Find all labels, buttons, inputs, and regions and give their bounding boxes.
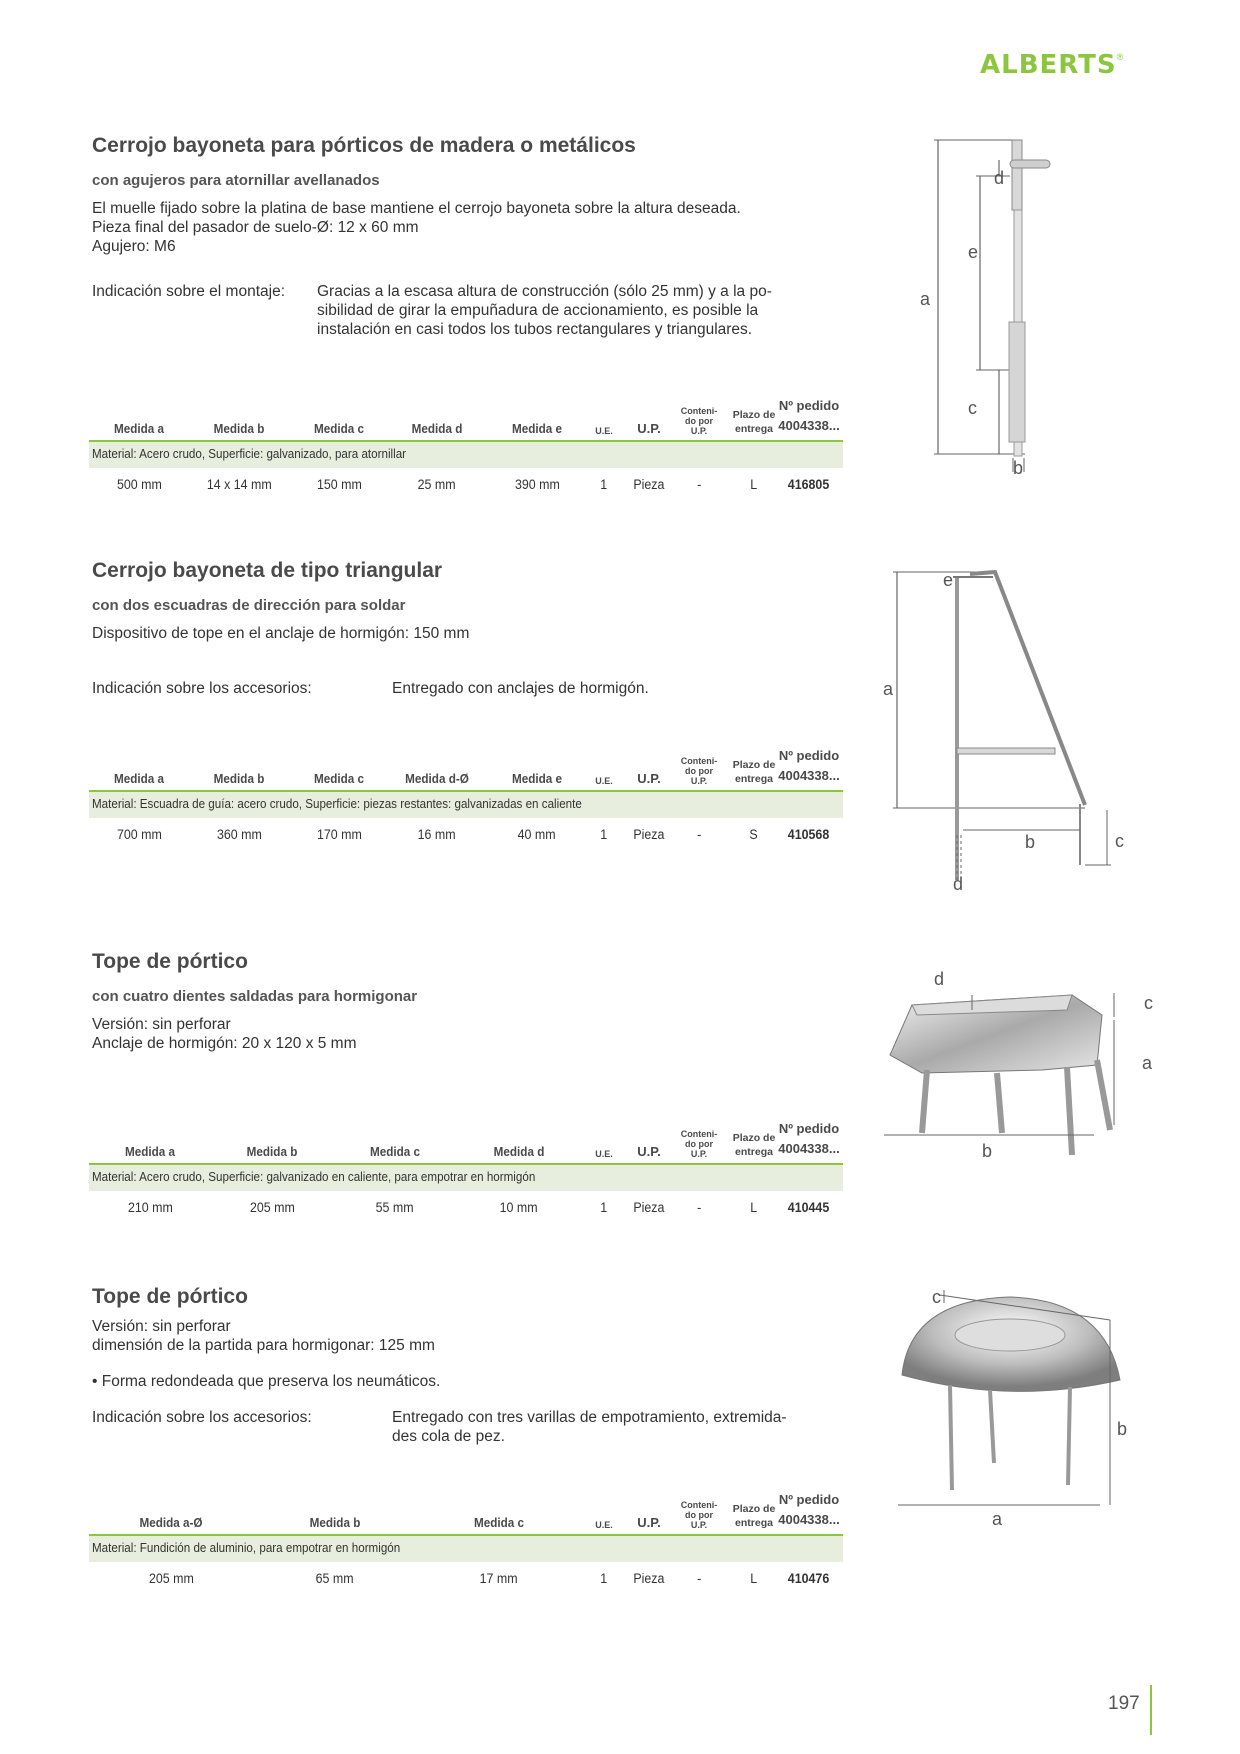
cell-medida-b bbox=[189, 477, 289, 492]
product-image-3 bbox=[862, 955, 1152, 1165]
header-contenido-line: Conteni- bbox=[680, 1500, 718, 1510]
material-row bbox=[89, 1165, 843, 1191]
cell-medida-e bbox=[487, 827, 587, 842]
table-header bbox=[89, 742, 843, 792]
cell-text: 170 mm bbox=[316, 827, 362, 842]
dimension-label: e bbox=[968, 242, 979, 262]
cell-pedido bbox=[769, 1200, 849, 1215]
product-subtitle: con dos escuadras de dirección para soldar bbox=[92, 597, 406, 614]
header-medida-a: Medida a bbox=[124, 1144, 176, 1159]
header-medida-d: Medida d-Ø bbox=[405, 771, 469, 786]
header-ue: U.E. bbox=[595, 776, 613, 786]
cell-text: L bbox=[750, 1200, 758, 1215]
product-table-4 bbox=[89, 1486, 843, 1594]
brand-logo bbox=[980, 50, 1160, 80]
product-section-3 bbox=[92, 950, 842, 1053]
dimension-label: a bbox=[883, 679, 894, 699]
cell-medida-d bbox=[387, 827, 487, 842]
dimension-label: c bbox=[968, 398, 977, 418]
cell-text: 55 mm bbox=[376, 1200, 414, 1215]
dimension-label: a bbox=[992, 1509, 1003, 1529]
material-row bbox=[89, 792, 843, 818]
header-pedido bbox=[769, 1119, 849, 1159]
dimension-label: a bbox=[920, 289, 931, 309]
page-number: 197 bbox=[1108, 1693, 1140, 1714]
dimension-label: c bbox=[1144, 993, 1153, 1013]
header-medida-a: Medida a bbox=[113, 771, 165, 786]
header-contenido-line: do por bbox=[685, 1139, 713, 1149]
product-section-1 bbox=[92, 134, 842, 339]
dimension-label: d bbox=[994, 168, 1005, 188]
cell-text: 210 mm bbox=[127, 1200, 173, 1215]
header-contenido-line: Conteni- bbox=[680, 1129, 718, 1139]
material-row bbox=[89, 442, 843, 468]
header-medida-d: Medida d bbox=[493, 1144, 545, 1159]
product-title: Cerrojo bayoneta de tipo triangular bbox=[92, 559, 443, 582]
cell-medida-a bbox=[89, 827, 189, 842]
cell-medida-e bbox=[487, 477, 587, 492]
cell-medida-a bbox=[89, 1571, 253, 1586]
material-text: Material: Escuadra de guía: acero crudo, Superficie: piezas restantes: galvanizadas en caliente bbox=[92, 797, 582, 811]
dimension-label: b bbox=[982, 1141, 993, 1161]
header-pedido-line: 4004338... bbox=[778, 1141, 840, 1156]
note-text-line: Entregado con anclajes de hormigón. bbox=[392, 680, 649, 697]
note-label: Indicación sobre el montaje: bbox=[92, 283, 286, 300]
product-description-line: El muelle fijado sobre la platina de base mantiene el cerrojo bayoneta sobre la altura deseada. bbox=[92, 200, 741, 217]
cell-medida-d bbox=[457, 1200, 581, 1215]
cell-medida-c bbox=[289, 827, 389, 842]
gate-stop-four-teeth-illustration bbox=[862, 955, 1152, 1165]
table-header bbox=[89, 392, 843, 442]
cell-text: S bbox=[749, 827, 759, 842]
dimension-label: e bbox=[943, 570, 954, 590]
cell-medida-c bbox=[333, 1200, 457, 1215]
cell-medida-d bbox=[387, 477, 487, 492]
cell-medida-c bbox=[289, 477, 389, 492]
header-plazo-line: Plazo de bbox=[732, 409, 776, 421]
cell-text: 205 mm bbox=[249, 1200, 295, 1215]
product-image-2 bbox=[875, 560, 1145, 894]
header-plazo-line: entrega bbox=[735, 1517, 773, 1529]
product-table-3 bbox=[89, 1115, 843, 1223]
header-up: U.P. bbox=[637, 771, 661, 786]
product-subtitle: con agujeros para atornillar avellanados bbox=[92, 172, 380, 189]
product-subtitle: con cuatro dientes saldadas para hormigonar bbox=[92, 988, 418, 1005]
cell-text: 205 mm bbox=[148, 1571, 194, 1586]
note-text bbox=[392, 679, 842, 698]
header-plazo-line: Plazo de bbox=[732, 1132, 776, 1144]
header-medida-b: Medida b bbox=[213, 421, 265, 436]
page-number-divider bbox=[1150, 1685, 1152, 1735]
cell-medida-a bbox=[89, 477, 189, 492]
note-text-line: des cola de pez. bbox=[392, 1428, 505, 1445]
header-pedido-line: 4004338... bbox=[778, 768, 840, 783]
header-medida-e: Medida e bbox=[511, 771, 563, 786]
cell-text: 360 mm bbox=[216, 827, 262, 842]
note-text-line: sibilidad de girar la empuñadura de accionamiento, es posible la bbox=[317, 302, 759, 319]
triangular-bolt-diagram bbox=[875, 560, 1145, 894]
header-up: U.P. bbox=[637, 1515, 661, 1530]
table-row bbox=[89, 1191, 843, 1223]
cell-text: 1 bbox=[600, 827, 608, 842]
header-medida-c: Medida c bbox=[369, 1144, 421, 1159]
product-description-line: Agujero: M6 bbox=[92, 238, 176, 255]
header-plazo-line: Plazo de bbox=[732, 759, 776, 771]
cell-text: 16 mm bbox=[418, 827, 456, 842]
header-pedido-line: Nº pedido bbox=[778, 1121, 840, 1136]
header-medida-a: Medida a bbox=[113, 421, 165, 436]
cell-pedido bbox=[769, 1571, 849, 1586]
cell-medida-b bbox=[211, 1200, 333, 1215]
header-pedido-line: 4004338... bbox=[778, 418, 840, 433]
header-plazo-line: entrega bbox=[735, 1146, 773, 1158]
dimension-label: b bbox=[1013, 458, 1024, 478]
cell-text: 1 bbox=[600, 477, 608, 492]
header-pedido bbox=[769, 396, 849, 436]
header-medida-b: Medida b bbox=[309, 1515, 361, 1530]
cell-text: 17 mm bbox=[480, 1571, 518, 1586]
table-row bbox=[89, 818, 843, 850]
header-medida-d: Medida d bbox=[411, 421, 463, 436]
product-title: Tope de pórtico bbox=[92, 1285, 248, 1308]
header-contenido-line: do por bbox=[685, 766, 713, 776]
cell-text: 25 mm bbox=[418, 477, 456, 492]
material-row bbox=[89, 1536, 843, 1562]
header-medida-b: Medida b bbox=[213, 771, 265, 786]
header-ue: U.E. bbox=[595, 1149, 613, 1159]
cell-text: 1 bbox=[600, 1571, 608, 1586]
product-section-2 bbox=[92, 559, 842, 698]
header-contenido-line: Conteni- bbox=[680, 406, 718, 416]
header-up: U.P. bbox=[637, 421, 661, 436]
product-image-1 bbox=[900, 132, 1100, 482]
cell-text: 10 mm bbox=[500, 1200, 538, 1215]
dimension-label: c bbox=[1115, 831, 1124, 851]
dimension-label: c bbox=[932, 1287, 941, 1307]
dimension-label: b bbox=[1117, 1419, 1128, 1439]
product-table-1 bbox=[89, 392, 843, 500]
header-plazo-line: entrega bbox=[735, 423, 773, 435]
cell-text: 410476 bbox=[788, 1571, 830, 1586]
cell-text: 65 mm bbox=[316, 1571, 354, 1586]
note-text bbox=[317, 282, 842, 339]
product-description-line: Versión: sin perforar bbox=[92, 1318, 231, 1335]
accessories-note bbox=[92, 1408, 842, 1446]
cell-medida-c bbox=[417, 1571, 581, 1586]
accessories-note bbox=[92, 679, 842, 698]
cell-text: - bbox=[696, 477, 702, 492]
dimension-label: d bbox=[953, 874, 964, 894]
product-description-line: Pieza final del pasador de suelo-Ø: 12 x 60 mm bbox=[92, 219, 419, 236]
product-title: Cerrojo bayoneta para pórticos de madera o metálicos bbox=[92, 134, 636, 157]
product-description-line: Dispositivo de tope en el anclaje de hormigón: 150 mm bbox=[92, 625, 470, 642]
cell-text: Pieza bbox=[633, 477, 665, 492]
cell-text: 1 bbox=[600, 1200, 608, 1215]
cell-text: 150 mm bbox=[316, 477, 362, 492]
header-contenido-line: Conteni- bbox=[680, 756, 718, 766]
note-text-line: instalación en casi todos los tubos rectangulares y triangulares. bbox=[317, 321, 753, 338]
header-pedido-line: Nº pedido bbox=[778, 748, 840, 763]
cell-medida-b bbox=[189, 827, 289, 842]
product-table-2 bbox=[89, 742, 843, 850]
note-text-line: Gracias a la escasa altura de construcción (sólo 25 mm) y a la po- bbox=[317, 283, 772, 300]
header-medida-c: Medida c bbox=[313, 421, 365, 436]
header-medida-b: Medida b bbox=[246, 1144, 298, 1159]
cell-text: Pieza bbox=[633, 827, 665, 842]
product-title: Tope de pórtico bbox=[92, 950, 248, 973]
material-text: Material: Acero crudo, Superficie: galvanizado en caliente, para empotrar en hormigón bbox=[92, 1170, 536, 1184]
cell-text: 416805 bbox=[788, 477, 830, 492]
header-medida-a: Medida a-Ø bbox=[139, 1515, 203, 1530]
feature-bullet: • Forma redondeada que preserva los neumáticos. bbox=[92, 1373, 441, 1390]
header-medida-c: Medida c bbox=[473, 1515, 525, 1530]
product-description-line: Versión: sin perforar bbox=[92, 1016, 231, 1033]
cell-medida-a bbox=[89, 1200, 211, 1215]
header-medida-c: Medida c bbox=[313, 771, 365, 786]
dimension-label: b bbox=[1025, 832, 1036, 852]
header-contenido-line: U.P. bbox=[690, 776, 708, 786]
bayonet-bolt-diagram bbox=[900, 132, 1100, 482]
cell-text: L bbox=[750, 1571, 758, 1586]
header-plazo-line: Plazo de bbox=[732, 1503, 776, 1515]
table-row bbox=[89, 468, 843, 500]
cell-text: Pieza bbox=[633, 1200, 665, 1215]
header-plazo-line: entrega bbox=[735, 773, 773, 785]
cell-text: 390 mm bbox=[514, 477, 560, 492]
product-description-line: Anclaje de hormigón: 20 x 120 x 5 mm bbox=[92, 1035, 357, 1052]
header-pedido-line: Nº pedido bbox=[778, 398, 840, 413]
brand-name: ALBERTS bbox=[980, 50, 1117, 80]
mounting-note bbox=[92, 282, 842, 339]
round-gate-stop-illustration bbox=[890, 1285, 1160, 1535]
note-label: Indicación sobre los accesorios: bbox=[92, 1409, 312, 1426]
header-pedido bbox=[769, 1490, 849, 1530]
cell-text: - bbox=[696, 827, 702, 842]
product-section-4 bbox=[92, 1285, 842, 1446]
material-text: Material: Fundición de aluminio, para empotrar en hormigón bbox=[92, 1541, 401, 1555]
header-contenido-line: do por bbox=[685, 1510, 713, 1520]
product-image-4 bbox=[890, 1285, 1160, 1535]
header-contenido-line: do por bbox=[685, 416, 713, 426]
header-ue: U.E. bbox=[595, 1520, 613, 1530]
cell-text: 700 mm bbox=[116, 827, 162, 842]
table-header bbox=[89, 1115, 843, 1165]
note-label: Indicación sobre los accesorios: bbox=[92, 680, 312, 697]
header-ue: U.E. bbox=[595, 426, 613, 436]
cell-text: 14 x 14 mm bbox=[206, 477, 272, 492]
cell-text: Pieza bbox=[633, 1571, 665, 1586]
header-pedido-line: Nº pedido bbox=[778, 1492, 840, 1507]
dimension-label: a bbox=[1142, 1053, 1153, 1073]
product-description-line: dimensión de la partida para hormigonar: 125 mm bbox=[92, 1337, 435, 1354]
header-pedido bbox=[769, 746, 849, 786]
header-pedido-line: 4004338... bbox=[778, 1512, 840, 1527]
header-contenido-line: U.P. bbox=[690, 426, 708, 436]
table-header bbox=[89, 1486, 843, 1536]
header-contenido-line: U.P. bbox=[690, 1520, 708, 1530]
cell-pedido bbox=[769, 477, 849, 492]
note-text bbox=[392, 1408, 842, 1446]
cell-text: 40 mm bbox=[518, 827, 556, 842]
brand-registered-mark: ® bbox=[1116, 52, 1124, 62]
cell-pedido bbox=[769, 827, 849, 842]
header-up: U.P. bbox=[637, 1144, 661, 1159]
cell-text: 410568 bbox=[788, 827, 830, 842]
dimension-label: d bbox=[934, 969, 945, 989]
header-medida-e: Medida e bbox=[511, 421, 563, 436]
cell-medida-b bbox=[253, 1571, 417, 1586]
header-contenido-line: U.P. bbox=[690, 1149, 708, 1159]
cell-text: 500 mm bbox=[116, 477, 162, 492]
material-text: Material: Acero crudo, Superficie: galvanizado, para atornillar bbox=[92, 447, 407, 461]
cell-text: L bbox=[750, 477, 758, 492]
note-text-line: Entregado con tres varillas de empotramiento, extremida- bbox=[392, 1409, 787, 1426]
table-row bbox=[89, 1562, 843, 1594]
cell-text: - bbox=[696, 1200, 702, 1215]
cell-text: 410445 bbox=[788, 1200, 830, 1215]
cell-text: - bbox=[696, 1571, 702, 1586]
